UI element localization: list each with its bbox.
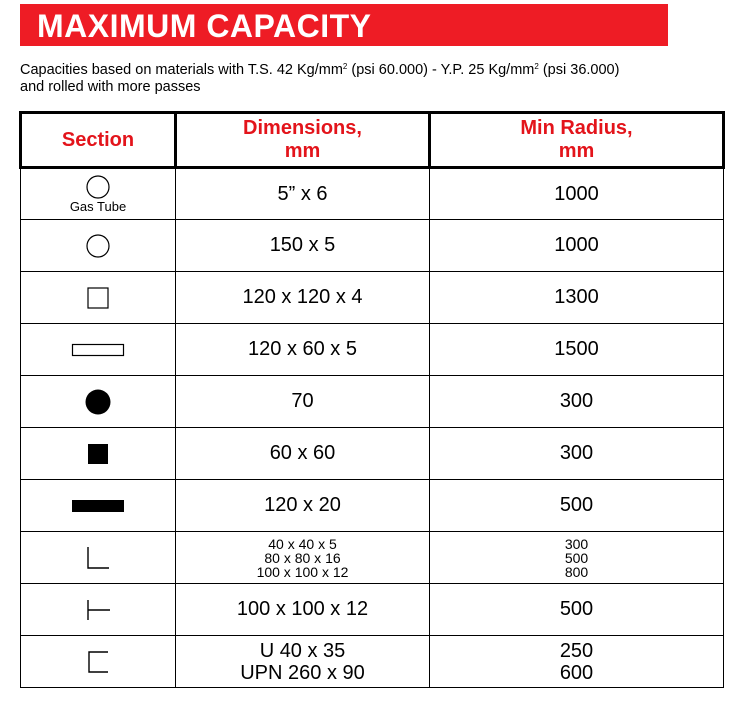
table-row [21, 428, 724, 480]
radius-cell: 1000 [430, 220, 724, 272]
section-cell [21, 168, 176, 220]
solid-round-bar-icon [84, 388, 112, 416]
section-cell [21, 532, 176, 584]
section-cell [21, 220, 176, 272]
dimensions-cell: 60 x 60 [176, 428, 430, 480]
table-row [21, 220, 724, 272]
dimensions-cell: 5” x 6 [176, 168, 430, 220]
radius-cell: 500 [430, 584, 724, 636]
header-section: Section [21, 113, 176, 168]
gas-tube-label: Gas Tube [69, 199, 127, 214]
dimensions-cell: 40 x 40 x 5 80 x 80 x 16 100 x 100 x 12 [176, 532, 430, 584]
title-banner [20, 4, 668, 46]
radius-cell: 300 [430, 376, 724, 428]
note-line1-a: Capacities based on materials with T.S. 42 Kg/mm [20, 62, 343, 78]
note-sup2: 2 [534, 62, 539, 71]
dimensions-cell: 150 x 5 [176, 220, 430, 272]
gas-tube-icon [85, 174, 111, 200]
square-tube-icon [86, 286, 110, 310]
table-row [21, 272, 724, 324]
section-cell [21, 636, 176, 688]
angle-iron-icon [86, 546, 110, 570]
table-row [21, 324, 724, 376]
rectangular-tube-icon [71, 343, 125, 357]
dimensions-cell: 70 [176, 376, 430, 428]
radius-cell: 300 [430, 428, 724, 480]
radius-cell: 1500 [430, 324, 724, 376]
header-dimensions: Dimensions, mm [176, 113, 430, 168]
radius-cell: 1300 [430, 272, 724, 324]
dimensions-cell: 120 x 20 [176, 480, 430, 532]
capacity-table [19, 111, 725, 688]
header-radius: Min Radius, mm [430, 113, 724, 168]
capacity-note [20, 62, 710, 96]
dimensions-cell: 100 x 100 x 12 [176, 584, 430, 636]
radius-cell: 250 600 [430, 636, 724, 688]
section-cell [21, 376, 176, 428]
radius-cell: 300 500 800 [430, 532, 724, 584]
table-row [21, 636, 724, 688]
table-row [21, 532, 724, 584]
page-title: MAXIMUM CAPACITY [37, 8, 372, 44]
section-cell [21, 272, 176, 324]
radius-cell: 1000 [430, 168, 724, 220]
note-line1-c: (psi 36.000) [538, 62, 620, 78]
table-row [21, 168, 724, 220]
table-row [21, 376, 724, 428]
note-line2: and rolled with more passes [20, 79, 201, 95]
solid-square-bar-icon [87, 443, 109, 465]
round-tube-icon [85, 233, 111, 259]
header-row [21, 113, 724, 168]
channel-section-icon [87, 650, 109, 674]
dimensions-cell: 120 x 120 x 4 [176, 272, 430, 324]
dimensions-cell: 120 x 60 x 5 [176, 324, 430, 376]
section-cell [21, 480, 176, 532]
note-sup1: 2 [342, 62, 348, 71]
table-row [21, 480, 724, 532]
section-cell [21, 324, 176, 376]
section-cell [21, 428, 176, 480]
note-line1-b: (psi 60.000) - Y.P. 25 Kg/mm [347, 62, 535, 78]
radius-cell: 500 [430, 480, 724, 532]
table-row [21, 584, 724, 636]
flat-bar-icon [71, 499, 125, 513]
dimensions-cell: U 40 x 35 UPN 260 x 90 [176, 636, 430, 688]
tee-section-icon [85, 599, 111, 621]
section-cell [21, 584, 176, 636]
